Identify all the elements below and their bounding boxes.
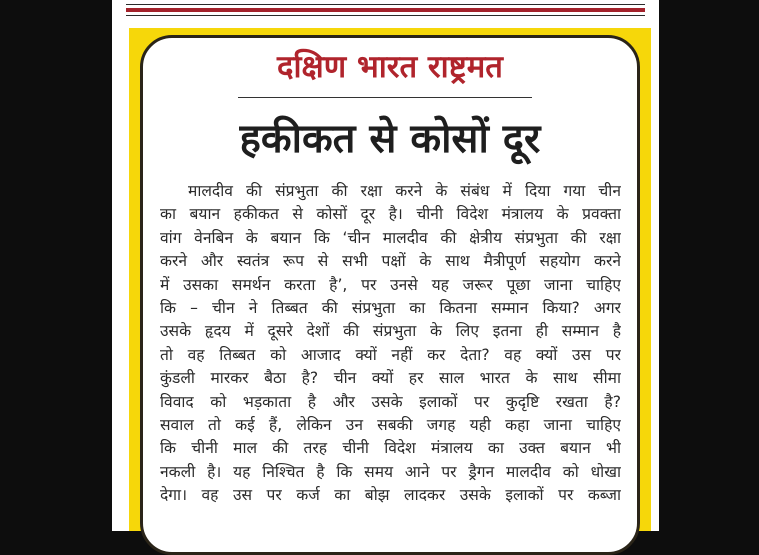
headline: हकीकत से कोसों दूर xyxy=(239,116,541,162)
article-line: सवाल तो कई हैं, लेकिन उन सबकी जगह यही कहा जाना चाहिए xyxy=(160,415,621,434)
article-line: का बयान हकीकत से कोसों दूर है। चीनी विदेश मंत्रालय के प्रवक्ता xyxy=(160,205,621,224)
bottom-thin-rule xyxy=(126,15,645,16)
top-red-rule xyxy=(126,8,645,12)
article-line: उसके हृदय में दूसरे देशों की संप्रभुता के लिए इतना ही सम्मान है xyxy=(160,322,621,341)
article-line: देगा। वह उस पर कर्ज का बोझ लादकर उसके इलाकों पर कब्जा xyxy=(160,486,621,505)
article-line: कि चीनी माल की तरह चीनी विदेश मंत्रालय का उक्त बयान भी xyxy=(160,439,621,458)
article-line: वांग वेनबिन के बयान कि ‘चीन मालदीव की क्षेत्रीय संप्रभुता की रक्षा xyxy=(160,228,621,247)
article-line: में उसका समर्थन करता है’, पर उनसे यह जरूर पूछा जाना चाहिए xyxy=(160,275,621,294)
article-body xyxy=(160,180,621,507)
article-line: कुंडली मारकर बैठा है? चीन क्यों हर साल भारत के साथ सीमा xyxy=(160,369,621,388)
masthead: दक्षिण भारत राष्ट्रमत xyxy=(277,49,503,85)
article-line: तो वह तिब्बत को आजाद क्यों नहीं कर देता? वह क्यों उस पर xyxy=(160,345,621,364)
article-line: करने और स्वतंत्र रूप से सभी पक्षों के साथ मैत्रीपूर्ण सहयोग करने xyxy=(160,252,621,271)
article-line: कि – चीन ने तिब्बत की संप्रभुता का कितना सम्मान किया? अगर xyxy=(160,298,621,317)
article-line: नकली है। यह निश्चित है कि समय आने पर ड्रैगन मालदीव को धोखा xyxy=(160,462,621,481)
top-thin-rule xyxy=(126,4,645,5)
article-line: विवाद को भड़काता है और उसके इलाकों पर कुदृष्टि रखता है? xyxy=(160,392,621,411)
masthead-underline xyxy=(238,97,532,98)
article-line: मालदीव की संप्रभुता की रक्षा करने के संबंध में दिया गया चीन xyxy=(188,182,621,200)
